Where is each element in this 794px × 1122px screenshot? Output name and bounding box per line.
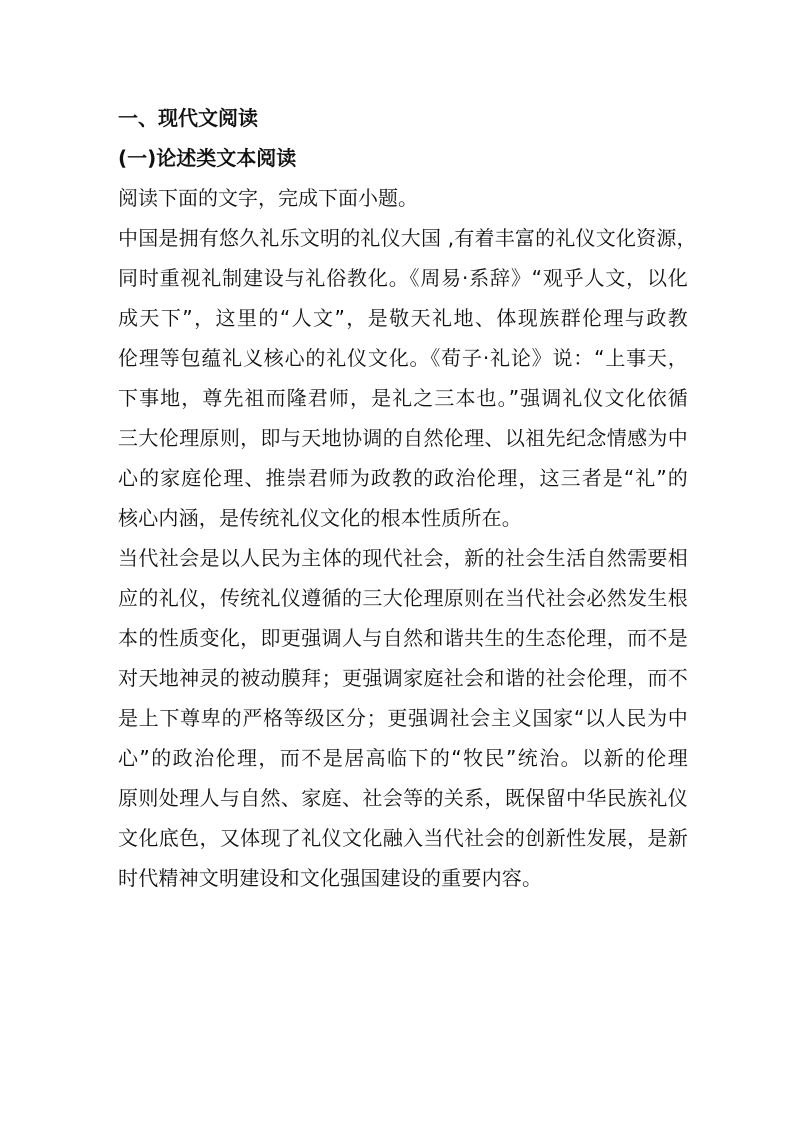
paragraph-line: 应的礼仪，传统礼仪遵循的三大伦理原则在当代社会必然发生根 xyxy=(118,586,688,610)
paragraph-line: 本的性质变化，即更强调人与自然和谐共生的生态伦理，而不是 xyxy=(118,626,688,650)
paragraph-line: 心”的政治伦理，而不是居高临下的“牧民”统治。以新的伦理 xyxy=(118,746,688,770)
section-title: 一、现代文阅读 xyxy=(118,106,258,130)
paragraph-line: 对天地神灵的被动膜拜；更强调家庭社会和谐的社会伦理，而不 xyxy=(118,666,688,690)
paragraph-line: 文化底色，又体现了礼仪文化融入当代社会的创新性发展，是新 xyxy=(118,826,688,850)
paragraph-line: 心的家庭伦理、推崇君师为政教的政治伦理，这三者是“礼”的 xyxy=(118,466,688,490)
paragraph-line: 下事地，尊先祖而隆君师，是礼之三本也。”强调礼仪文化依循 xyxy=(118,386,688,410)
paragraph-line: 伦理等包蕴礼义核心的礼仪文化。《荀子·礼论》说：“上事天， xyxy=(118,346,688,370)
paragraph-line: 原则处理人与自然、家庭、社会等的关系，既保留中华民族礼仪 xyxy=(118,786,688,810)
paragraph-line: 是上下尊卑的严格等级区分；更强调社会主义国家“以人民为中 xyxy=(118,706,688,730)
paragraph-line: 同时重视礼制建设与礼俗教化。《周易·系辞》“观乎人文，以化 xyxy=(118,266,688,290)
subsection-title: (一)论述类文本阅读 xyxy=(118,146,297,170)
paragraph-1 xyxy=(118,218,697,538)
document-page xyxy=(118,98,697,898)
paragraph-2 xyxy=(118,538,688,898)
paragraph-line: 三大伦理原则，即与天地协调的自然伦理、以祖先纪念情感为中 xyxy=(118,426,688,450)
paragraph-line: 成天下”，这里的“人文”，是敬天礼地、体现族群伦理与政教 xyxy=(118,306,688,330)
paragraph-line: 中国是拥有悠久礼乐文明的礼仪大国 ,有着丰富的礼仪文化资源， xyxy=(118,226,697,250)
paragraph-line: 核心内涵，是传统礼仪文化的根本性质所在。 xyxy=(118,506,522,530)
paragraph-line: 当代社会是以人民为主体的现代社会，新的社会生活自然需要相 xyxy=(118,546,688,570)
reading-instruction: 阅读下面的文字，完成下面小题。 xyxy=(118,186,418,210)
paragraph-line: 时代精神文明建设和文化强国建设的重要内容。 xyxy=(118,866,543,890)
